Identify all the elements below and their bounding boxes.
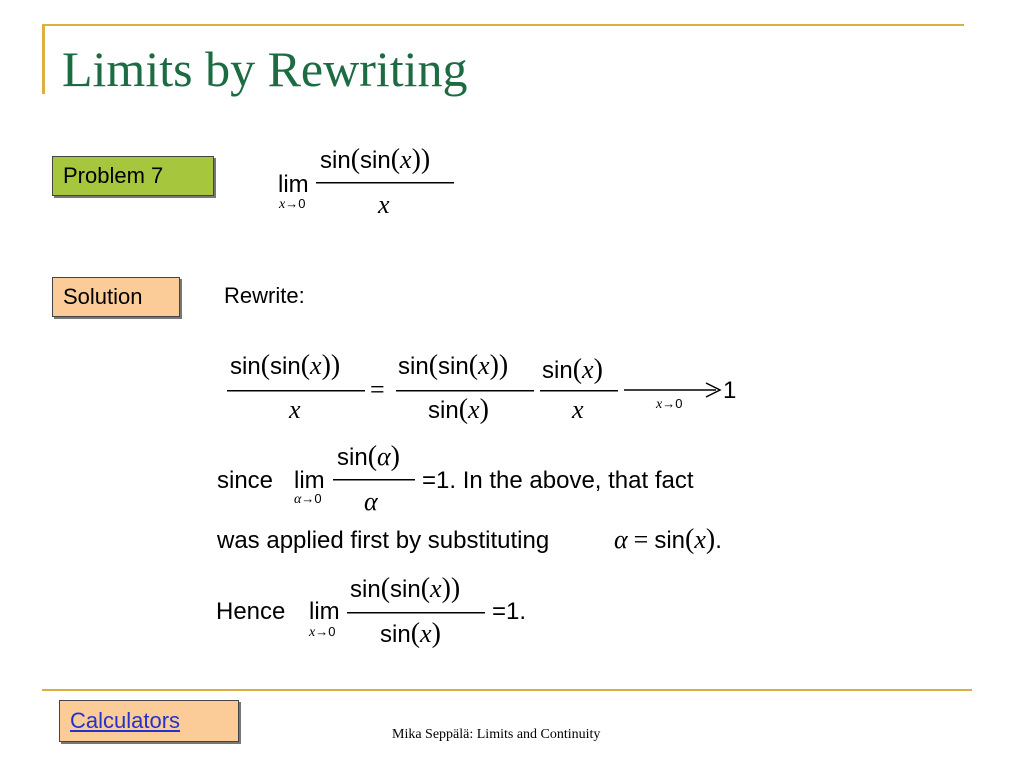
rewrite-denominator-3: x (572, 395, 584, 424)
problem-numerator: sin(sin(x)) (320, 144, 431, 175)
substitution-statement (216, 524, 722, 555)
fraction-bar (540, 390, 618, 392)
problem-denominator: x (378, 190, 390, 219)
fraction-bar (347, 612, 485, 614)
rewrite-equation (227, 350, 736, 425)
slide-title: Limits by Rewriting (62, 41, 468, 97)
lim-text: lim (278, 171, 309, 198)
arrow-subscript: x→0 (656, 396, 683, 412)
fraction-bar (227, 390, 365, 392)
lim-subscript: α→0 (294, 491, 322, 507)
rewrite-numerator-1: sin(sin(x)) (230, 350, 341, 381)
footer-caption: Mika Seppälä: Limits and Continuity (392, 727, 601, 742)
limit-value: 1 (723, 377, 737, 404)
fact-text: =1. In the above, that fact (422, 467, 694, 494)
fraction-bar (316, 182, 454, 184)
calculators-link[interactable]: Calculators (70, 708, 181, 733)
fraction-bar (396, 390, 534, 392)
rewrite-denominator-1: x (289, 395, 301, 424)
alpha-denominator: α (364, 487, 378, 516)
rewrite-numerator-3: sin(x) (542, 354, 603, 385)
substitution-expression: α = sin(x). (614, 524, 722, 555)
rewrite-denominator-2: sin(x) (428, 394, 489, 425)
hence-result: =1. (492, 598, 527, 625)
hence-statement (216, 573, 526, 649)
footer-rule (42, 689, 972, 691)
rewrite-numerator-2: sin(sin(x)) (398, 350, 509, 381)
problem-label: Problem 7 (63, 163, 164, 188)
since-statement (217, 441, 694, 516)
equals-sign: = (370, 375, 385, 404)
calculators-button[interactable] (59, 700, 239, 742)
lim-text: lim (309, 598, 340, 625)
lim-text: lim (294, 467, 325, 494)
hence-denominator: sin(x) (380, 618, 441, 649)
lim-subscript: x→0 (279, 196, 306, 212)
problem-formula (278, 144, 454, 219)
applied-text: was applied first by substituting (217, 527, 550, 554)
alpha-numerator: sin(α) (337, 441, 400, 472)
fraction-bar (333, 479, 415, 481)
rewrite-label: Rewrite: (224, 283, 305, 308)
solution-label: Solution (63, 284, 143, 309)
hence-text: Hence (216, 598, 286, 625)
since-text: since (217, 467, 274, 494)
hence-numerator: sin(sin(x)) (350, 573, 461, 604)
lim-subscript: x→0 (309, 624, 336, 640)
